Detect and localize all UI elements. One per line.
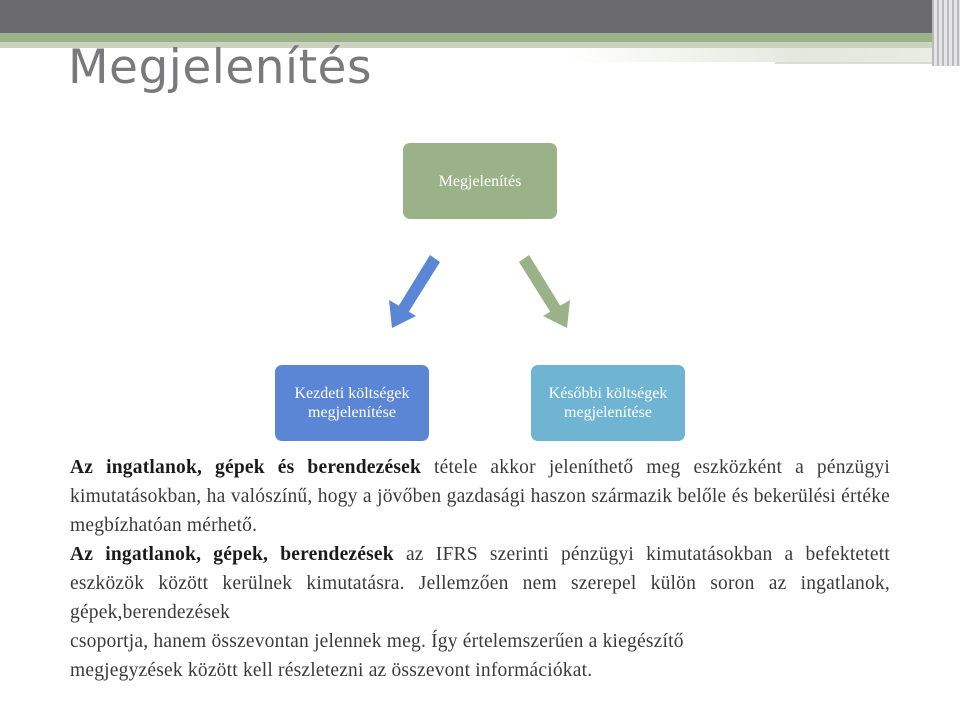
body-text bbox=[70, 453, 890, 685]
paragraph-2 bbox=[70, 540, 890, 627]
arrow-left-icon bbox=[389, 255, 440, 328]
paragraph-1-rest: tétele akkor jeleníthető meg eszközként a pénzügyi kimutatásokban, ha valószínű, hogy a jövőben gazdasági haszon származik belőle és bekerülési értéke megbízhatóan mérhető. bbox=[70, 457, 891, 536]
paragraph-1 bbox=[70, 453, 890, 540]
diagram-node-right bbox=[531, 365, 685, 441]
paragraph-2-rest: az IFRS szerinti pénzügyi kimutatásokban a befektetett eszközök között kerülnek kimutatásra. Jellemzően nem szerepel külön soron az ingatlanok, gépek,berendezések bbox=[70, 544, 890, 623]
paragraph-2-line-5: megjegyzések között kell részletezni az összevont információkat. bbox=[70, 660, 593, 681]
diagram-node-right-label: Későbbi költségek megjelenítése bbox=[548, 385, 668, 421]
paragraph-1-bold: Az ingatlanok, gépek és berendezések bbox=[70, 457, 422, 478]
paragraph-2-line-4: csoportja, hanem összevontan jelennek meg. Így értelemszerűen a kiegészítő bbox=[70, 631, 684, 652]
arrow-right-icon bbox=[519, 255, 570, 328]
diagram-node-left-label: Kezdeti költségek megjelenítése bbox=[294, 385, 410, 421]
paragraph-2-bold: Az ingatlanok, gépek, berendezések bbox=[70, 544, 394, 565]
slide-title: Megjelenítés bbox=[68, 40, 372, 95]
diagram-node-top-label: Megjelenítés bbox=[438, 172, 522, 190]
diagram-node-left bbox=[275, 365, 429, 441]
